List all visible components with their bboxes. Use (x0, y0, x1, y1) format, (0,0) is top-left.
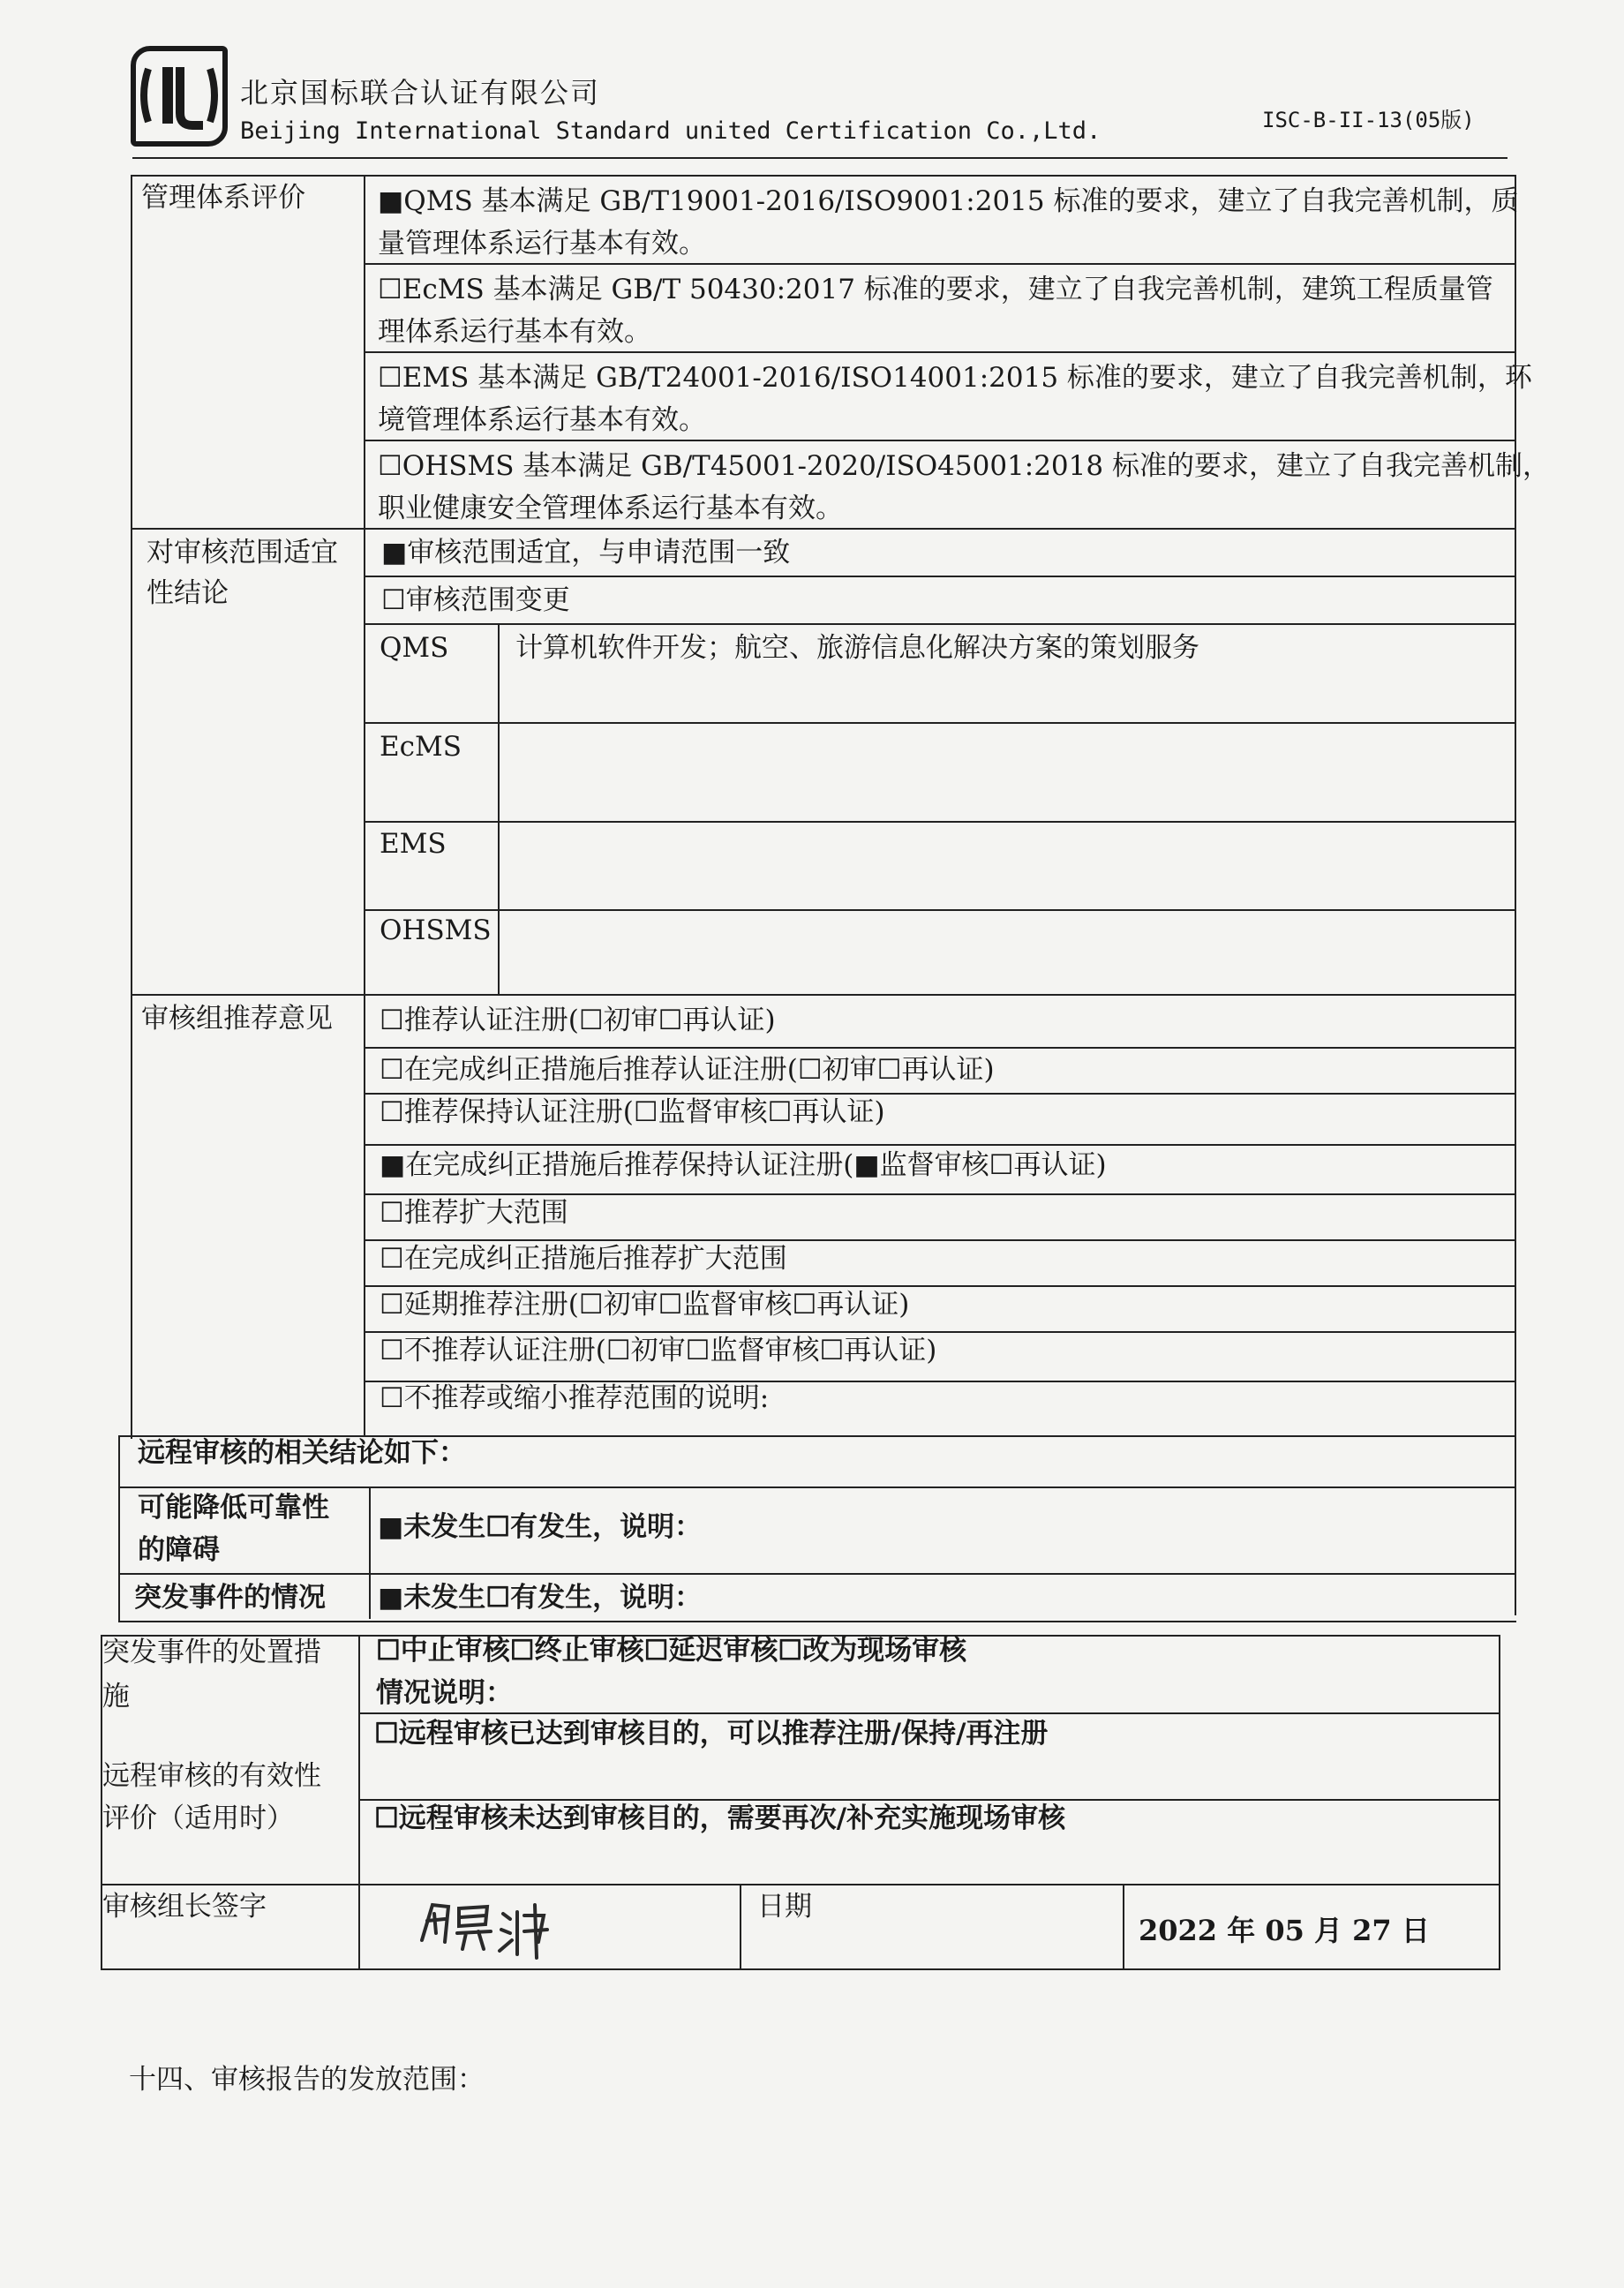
reliability-label-line2: 的障碍 (138, 1534, 220, 1566)
scope-change-option: ☐审核范围变更 (381, 584, 570, 616)
ecms-eval-line2: 理体系运行基本有效。 (378, 316, 651, 348)
validity-label-line2: 评价（适用时） (102, 1803, 294, 1834)
recommend-item: ■在完成纠正措施后推荐保持认证注册(■监督审核☐再认证) (380, 1149, 1107, 1181)
validity-achieved-option: ☐远程审核已达到审核目的，可以推荐注册/保持/再注册 (374, 1718, 1049, 1750)
incident-value: ■未发生☐有发生，说明： (378, 1582, 703, 1614)
measures-explanation: 情况说明： (376, 1677, 513, 1709)
recommend-item: ☐不推荐认证注册(☐初审☐监督审核☐再认证) (380, 1335, 937, 1366)
ohsms-eval-line2: 职业健康安全管理体系运行基本有效。 (378, 493, 843, 524)
document-code: ISC-B-II-13(05版) (1262, 108, 1475, 132)
management-eval-label: 管理体系评价 (141, 182, 305, 214)
recommend-label: 审核组推荐意见 (141, 1003, 333, 1035)
company-name-cn: 北京国标联合认证有限公司 (240, 76, 601, 109)
scope-system-ems: EMS (380, 828, 447, 860)
recommend-item: ☐推荐认证注册(☐初审☐再认证) (380, 1005, 776, 1036)
handwritten-signature (415, 1889, 556, 1963)
validity-label-line1: 远程审核的有效性 (102, 1760, 321, 1792)
ohsms-eval-line1: ☐OHSMS 基本满足 GB/T45001-2020/ISO45001:2018 标准的要求，建立了自我完善机制， (378, 450, 1550, 482)
recommend-item: ☐在完成纠正措施后推荐认证注册(☐初审☐再认证) (380, 1054, 995, 1086)
ems-eval-line2: 境管理体系运行基本有效。 (378, 404, 706, 436)
reliability-label-line1: 可能降低可靠性 (138, 1492, 329, 1524)
recommend-item: ☐推荐扩大范围 (380, 1197, 568, 1229)
header-rule (132, 157, 1507, 159)
recommend-item: ☐不推荐或缩小推荐范围的说明: (380, 1382, 770, 1414)
scope-system-qms: QMS (380, 632, 449, 664)
qms-eval-line2: 量管理体系运行基本有效。 (378, 228, 706, 260)
scope-label-line2: 性结论 (147, 577, 229, 609)
reliability-value: ■未发生☐有发生，说明： (378, 1511, 703, 1543)
qms-eval-line1: ■QMS 基本满足 GB/T19001-2016/ISO9001:2015 标准的要求，建立了自我完善机制，质 (378, 185, 1519, 217)
scope-value-qms: 计算机软件开发；航空、旅游信息化解决方案的策划服务 (515, 632, 1199, 664)
measures-label-line2: 施 (102, 1681, 130, 1712)
scope-system-ecms: EcMS (380, 731, 462, 763)
date-value: 2022 年 05 月 27 日 (1139, 1914, 1430, 1947)
company-logo (131, 46, 228, 147)
scope-label-line1: 对审核范围适宜 (147, 537, 338, 568)
company-name-en: Beijing International Standard united Certification Co.,Ltd. (240, 117, 1101, 145)
recommend-item: ☐在完成纠正措施后推荐扩大范围 (380, 1243, 787, 1275)
incident-label: 突发事件的情况 (134, 1582, 326, 1614)
ems-eval-line1: ☐EMS 基本满足 GB/T24001-2016/ISO14001:2015 标准的要求，建立了自我完善机制，环 (378, 362, 1532, 394)
measures-label-line1: 突发事件的处置措 (102, 1637, 321, 1668)
signature-label: 审核组长签字 (102, 1891, 267, 1923)
ecms-eval-line1: ☐EcMS 基本满足 GB/T 50430:2017 标准的要求，建立了自我完善机制，建筑工程质量管 (378, 274, 1493, 305)
measures-options: ☐中止审核☐终止审核☐延迟审核☐改为现场审核 (376, 1635, 967, 1667)
scope-suitable-option: ■审核范围适宜，与申请范围一致 (381, 537, 791, 568)
validity-not-achieved-option: ☐远程审核未达到审核目的，需要再次/补充实施现场审核 (374, 1803, 1066, 1834)
date-label: 日期 (757, 1891, 812, 1923)
recommend-item: ☐推荐保持认证注册(☐监督审核☐再认证) (380, 1096, 885, 1128)
recommend-item: ☐延期推荐注册(☐初审☐监督审核☐再认证) (380, 1289, 910, 1321)
remote-heading: 远程审核的相关结论如下： (138, 1437, 466, 1469)
scope-system-ohsms: OHSMS (380, 914, 492, 946)
section-14-heading: 十四、审核报告的发放范围： (129, 2064, 485, 2096)
